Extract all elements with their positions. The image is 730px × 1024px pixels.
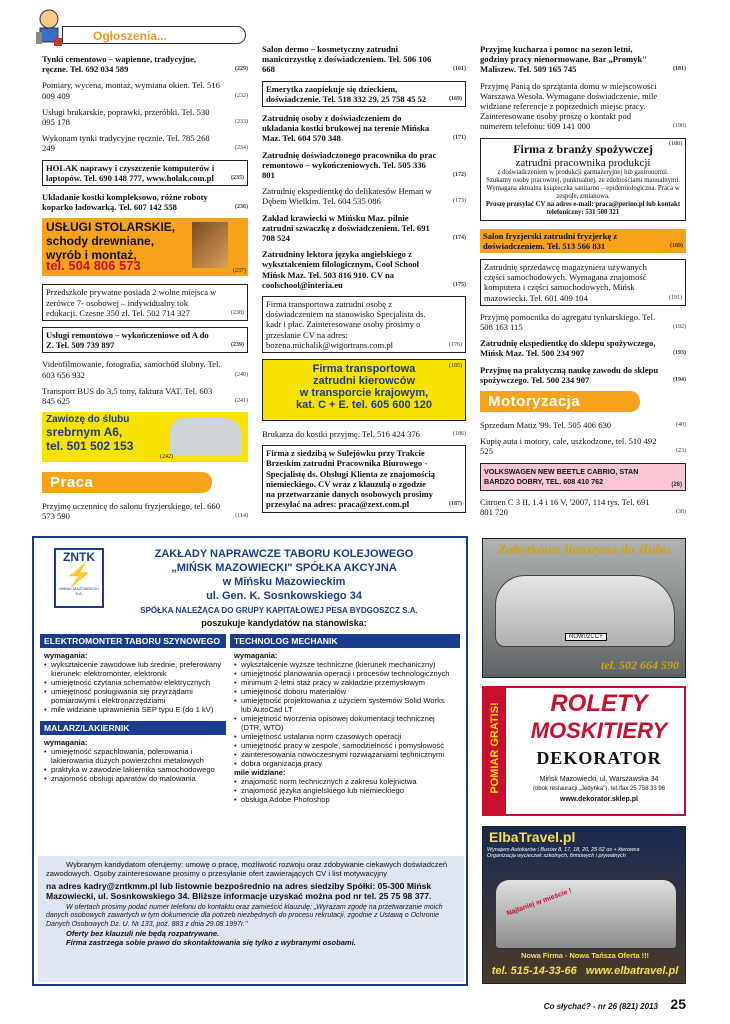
ad-text: Usługi remontowo – wykończeniowe od A do Z. Tel. 509 739 897 <box>46 330 209 351</box>
ad-item <box>42 107 248 127</box>
ad-text: Emerytka zaopiekuje się dzieckiem, doświadczenie. Tel. 518 332 29, 25 758 45 52 <box>266 83 427 104</box>
salon-ad <box>480 229 686 253</box>
ad-text: Kupię auta i motory, całe, uszkodzone, tel. 510 492 525 <box>480 436 657 457</box>
job-title: TECHNOLOG MECHANIK <box>230 634 460 648</box>
ad-text: Przyjmę na praktyczną naukę zawodu do sklepu spożywczego. Tel. 500 234 907 <box>480 364 659 385</box>
limo-plate: NOW02CCY <box>565 633 607 641</box>
ad-item <box>262 296 466 353</box>
ad-item <box>480 338 686 358</box>
requirement-item: • obsługa Adobe Photoshop <box>234 795 456 804</box>
praca-header: Praca <box>42 472 212 493</box>
ad-item <box>42 192 248 212</box>
requirement-item: • minimum 2-letni staż pracy w zakładzie przemysłowym <box>234 678 456 687</box>
ad-number: (38) <box>676 509 686 516</box>
ad-text: Zatrudnię ekspedientkę do sklepu spożywczego, Mińsk Maz. Tel. 500 234 907 <box>480 338 656 359</box>
requirement-item: • znajomość języka angielskiego lub niemieckiego <box>234 786 456 795</box>
ad-number: (187) <box>449 501 462 508</box>
ad-number: (232) <box>235 92 248 99</box>
ad-text: Salon fryzjerski zatrudni fryzjerkę z doświadczeniem. Tel. 513 566 831 <box>483 230 618 251</box>
ad-item <box>262 213 466 244</box>
ad-text: Transport BUS do 3,5 tony, faktura VAT. Tel. 603 845 625 <box>42 385 213 407</box>
ad-text: Tynki cementowo – wapienne, tradycyjne, ręczne. Tel. 692 034 589 <box>42 54 197 75</box>
ad-item <box>42 80 248 100</box>
elba-www: www.elbatravel.pl <box>585 965 679 977</box>
requirement-item: • mile widziane uprawnienia SEP typu E (do 1 kV) <box>44 705 222 714</box>
zntk-subheading: SPÓŁKA NALEŻĄCA DO GRUPY KAPITAŁOWEJ PESA BYDGOSZCZ S.A. <box>140 606 418 615</box>
ad-text: Zatrudnię doświadczonego pracownika do prac remontowo – wykończeniowych. Tel. 505 336 801 <box>262 149 437 181</box>
req-label: mile widziane: <box>234 768 286 777</box>
wedding-car-ad <box>42 412 248 462</box>
ad-text: Układanie kostki kompleksowo, różne roboty koparko ładowarką. Tel. 607 142 558 <box>42 192 208 213</box>
ad-number: (189) <box>670 242 683 249</box>
requirement-item: • umiejętność pracy w zespole, samodzielność i pomysłowość <box>234 741 456 750</box>
ad-item <box>480 312 686 332</box>
limo-ad <box>482 538 686 678</box>
ad-number: (185) <box>449 363 462 370</box>
rolety-ad <box>482 686 686 816</box>
ad-item <box>262 249 466 290</box>
vw-ad <box>480 463 686 491</box>
ad-number: (171) <box>453 135 466 142</box>
requirement-item: • wykształcenie zawodowe lub średnie, preferowany kierunek: elektromonter, elektronik <box>44 660 222 678</box>
ad-number: (233) <box>235 119 248 126</box>
ad-text: Usługi brukarskie, poprawki, przeróbki. Tel. 530 095 178 <box>42 106 210 128</box>
ad-text: Przedszkole prywatne posiada 2 wolne miejsca w zerówce 7- osobowej – indywidualny tok edukacji. Czesne 350 zł. Tel. 502 714 327 <box>46 287 217 318</box>
ad-number: (26) <box>671 481 682 488</box>
footer-issue: Co słychać? - nr 26 (821) 2013 <box>543 1002 658 1011</box>
ad-item <box>480 44 686 75</box>
req-label: wymagania: <box>234 651 278 660</box>
stolarskie-ad <box>42 218 248 276</box>
firma-contact: Proszę przesyłać CV na adres e-mail: praca@perino.pl lub kontakt telefoniczny: 531 500 321 <box>485 200 681 216</box>
ad-number: (236) <box>235 204 248 211</box>
ad-item <box>42 160 248 186</box>
ad-number: (237) <box>233 268 246 275</box>
zntk-bolt-icon: ⚡ <box>65 562 93 587</box>
requirement-item: • wykształcenie wyższe techniczne (kierunek mechaniczny) <box>234 660 456 669</box>
stolarskie-line: wyrób i montaż, <box>46 248 137 263</box>
zntk-logo-sub: MIŃSK MAZOWIECKI S.A. <box>59 586 99 596</box>
requirement-item: • umiejętność projektowania z użyciem systemów Solid Works lub AutoCad LT <box>234 696 456 714</box>
ad-number: (238) <box>231 309 244 316</box>
ad-text: Videofilmowanie, fotografia, samochód ślubny. Tel. 603 656 932 <box>42 359 221 380</box>
transport-line: w transporcie krajowym, <box>299 387 429 400</box>
elba-contact <box>483 965 686 977</box>
ad-number: (23) <box>676 448 686 455</box>
zntk-clause: W ofertach prosimy podać numer telefonu do kontaktu oraz zamieścić klauzulę: „Wyrażam zgodę na przetwarzanie moich danych osobowych zawartych w tym dokumencie dla potrzeb niezbędnych do procesu rekrutacji, zgodnie z Ustawą o Ochronie Danych Osobowych Dz. U. Nr 133, poz. 883 z dnia 29.08.1997r." <box>46 904 443 928</box>
requirement-item: • znajomość norm technicznych z zakresu kolejnictwa <box>234 777 456 786</box>
requirement-item: • zainteresowania nowoczesnymi rozwiązaniami technicznymi <box>234 750 456 759</box>
ad-item <box>480 365 686 385</box>
firma-title: Firma z branży spożywczej <box>513 141 653 156</box>
wedding-line: Zawiozę do ślubu <box>46 414 130 426</box>
zntk-note: Firma zastrzega sobie prawo do skontaktowania się tylko z wybranymi osobami. <box>66 938 356 948</box>
ad-item <box>42 386 248 406</box>
ad-text: Pomiary, wycena, montaż, wymiana okien. Tel. 516 009 409 <box>42 80 220 101</box>
ad-text: Zakład krawiecki w Mińsku Maz. pilnie zatrudni szwaczkę z doświadczeniem. Tel. 691 708 524 <box>262 212 430 244</box>
ad-number: (229) <box>235 66 248 73</box>
stolarskie-phone: tel. 504 806 573 <box>46 258 141 274</box>
ad-text: Przyjmę uczennicę do salonu fryzjerskiego, tel. 660 573 590 <box>42 501 221 522</box>
stolarskie-title: USŁUGI STOLARSKIE, <box>46 220 176 235</box>
ad-text: Zatrudnię sprzedawcę magazyniera używanych części samochodowych. Wymagana znajomość komputera i części samochodowych, Mińsk mazowiecki. Tel. 601 409 104 <box>484 262 647 303</box>
rolety-title: ROLETY <box>550 690 648 717</box>
ad-number: (234) <box>235 145 248 152</box>
transport-line: Firma transportowa <box>312 363 416 376</box>
zntk-ad <box>32 536 468 986</box>
zntk-footer <box>38 856 464 982</box>
ad-number: (186) <box>453 431 466 438</box>
ad-number: (193) <box>673 350 686 357</box>
ad-item <box>42 54 248 74</box>
header-mascot-icon <box>34 8 64 48</box>
zntk-address: na adres kadry@zntkmm.pl lub listownie bezpośrednio na adres siedziby Spółki: 05-300 Mińsk Mazowiecki, ul. Sosnkowskiego 34. Bliższe informacje uzyskać można pod nr tel. 25 75 98 377. <box>46 881 432 901</box>
job-title: MALARZ/LAKIERNIK <box>40 721 226 735</box>
transport-line: zatrudni kierowców <box>312 375 416 388</box>
ad-number: (161) <box>453 66 466 73</box>
ad-item <box>42 327 248 353</box>
citroen-ad <box>480 497 686 517</box>
ad-number: (240) <box>235 371 248 378</box>
zntk-heading: „MIŃSK MAZOWIECKI" SPÓŁKA AKCYJNA <box>171 562 397 574</box>
ad-text: Przyjmę Panią do sprzątania domu w miejscowości Warszawa Wesoła. Wymagane doświadczenie, mile widziane referencje z poprzednich miejsc pracy. Zainteresowane osoby proszę o kontakt pod numerem telefonu: 609 141 000 <box>480 80 658 132</box>
ad-number: (181) <box>673 66 686 73</box>
requirement-item: • dobra organizacja pracy <box>234 759 456 768</box>
zntk-subheading: poszukuje kandydatów na stanowiska: <box>201 618 367 628</box>
limo-title: Zabytkowa limuzyna do ślubu <box>497 543 671 558</box>
ad-item <box>262 44 466 75</box>
zntk-logo-text: ZNTK <box>63 550 95 564</box>
ad-number: (235) <box>231 174 244 181</box>
elba-line: Wynajem Autokarów i Busów 8, 17, 18, 20, 25-52 os + kierowca <box>487 847 640 853</box>
ad-number: (174) <box>453 235 466 242</box>
rolety-title: MOSKITIERY <box>530 718 668 743</box>
ad-text: Przyjmę pomocnika do agregatu tynkarskiego. Tel. 508 163 115 <box>480 311 656 333</box>
ad-text: Sprzedam Matiz '99. Tel. 505 406 630 <box>480 420 612 431</box>
zntk-heading: ZAKŁADY NAPRAWCZE TABORU KOLEJOWEGO <box>154 548 414 560</box>
ad-text: Zatrudnię ekspedientkę do delikatesów Heman w Dębem Wielkim. Tel. 604 535 086 <box>262 186 432 207</box>
ad-number: (242) <box>160 454 173 461</box>
ad-number: (175) <box>453 281 466 288</box>
job-title: ELEKTROMONTER TABORU SZYNOWEGO <box>40 634 226 648</box>
ad-number: (169) <box>449 95 462 102</box>
bus-image <box>495 879 677 949</box>
ad-number: (190) <box>673 123 686 130</box>
transport-phone: kat. C + E. tel. 605 600 120 <box>295 399 433 412</box>
ad-number: (239) <box>231 342 244 349</box>
requirement-item: • umiejętność ustalania norm czasowych operacji <box>234 732 456 741</box>
elba-line: Organizacja wycieczek szkolnych, firmowych i prywatnych <box>487 853 626 859</box>
zntk-heading: ul. Gen. K. Sosnkowskiego 34 <box>206 590 362 602</box>
ad-item <box>262 186 466 206</box>
ad-number: (191) <box>669 294 682 301</box>
ad-number: (172) <box>453 172 466 179</box>
ad-item <box>262 150 466 181</box>
elba-phone: tel. 515-14-33-66 <box>491 965 577 977</box>
ad-number: (241) <box>235 398 248 405</box>
ad-item <box>480 81 686 132</box>
ad-item <box>262 445 466 512</box>
ad-item <box>42 359 248 379</box>
ad-item <box>262 429 466 439</box>
ad-item <box>480 259 686 306</box>
ad-number: (176) <box>449 341 462 348</box>
requirement-item: • umiejętność doboru materiałów <box>234 687 456 696</box>
stairs-image <box>192 222 228 268</box>
column-1 <box>42 54 248 528</box>
ad-item <box>262 81 466 107</box>
footer <box>470 996 686 1014</box>
ad-number: (194) <box>673 376 686 383</box>
firma-spozywcza-ad <box>480 138 686 221</box>
zntk-right-col <box>230 634 460 807</box>
req-label: wymagania: <box>44 738 88 747</box>
rolety-address: (obok restauracji „Jedynka"), tel./fax 25 758 33 96 <box>532 786 666 792</box>
zntk-heading: w Mińsku Mazowieckim <box>222 576 346 588</box>
ad-text: Firma transportowa zatrudni osobę z doświadczeniem na stanowisko Specjalista ds. kadr i płac. Zainteresowane osoby prosimy o przesłanie CV na adres: bozena.michalik@wigortrans.com.pl <box>266 299 426 350</box>
column-3 <box>480 44 686 523</box>
page-number: 25 <box>670 996 686 1012</box>
ad-text: Przyjmę kucharza i pomoc na sezon letni, godziny pracy nienormowane. Bar „Promyk" Maliszew. Tel. 509 165 745 <box>480 44 648 75</box>
ad-text: Salon dermo – kosmetyczny zatrudni manicurzystkę z doświadczeniem. Tel. 506 106 668 <box>262 44 432 75</box>
section-title: Ogłoszenia... <box>93 29 168 43</box>
zntk-offer: Wybranym kandydatom oferujemy: umowę o pracę, możliwość rozwoju oraz zdobywanie ciekawych doświadczeń zawodowych. Osoby zainteresowane prosimy o przesyłanie ofert zawierających CV i list motywacyjny <box>46 860 448 878</box>
bus-text: Najtaniej w mieście ! <box>505 887 573 918</box>
ad-number: (114) <box>235 513 248 520</box>
ad-text: Brukarza do kostki przyjmę. Tel. 516 424 376 <box>262 429 420 440</box>
ad-number: (192) <box>673 324 686 331</box>
elba-ad <box>482 826 686 984</box>
ad-number: (40) <box>676 422 686 429</box>
rolety-www: www.dekorator.sklep.pl <box>560 796 638 803</box>
section-header-ogloszenia <box>62 26 246 44</box>
ad-text: Citroen C 3 II, 1.4 i 16 V, '2007, 114 tys. Tel. 691 801 720 <box>480 497 650 518</box>
ad-item <box>480 436 686 456</box>
ad-item <box>480 420 686 430</box>
firma-body: z doświadczeniem w produkcji garmażeryjnej lub gastronomii. Szukamy osoby pracowitej, punktualnej, ze zdolnościami manualnymi. Wymagana aktualna książeczka sanitarno – epidemiologiczna. Praca w zespole, zmianowa. <box>486 168 680 200</box>
firma-subtitle: zatrudni pracownika produkcji <box>515 156 651 169</box>
ad-item <box>42 133 248 153</box>
ad-text: VOLKSWAGEN NEW BEETLE CABRIO, STAN BARDZO DOBRY, TEL. 608 410 762 <box>484 466 639 486</box>
car-image <box>170 418 242 456</box>
requirement-item: • praktyka w zawodzie lakiernika samochodowego <box>44 765 222 774</box>
limo-phone: tel. 502 664 590 <box>601 658 679 672</box>
wedding-line: srebrnym A6, <box>46 425 123 440</box>
zntk-left-col <box>40 634 226 786</box>
ad-item <box>42 501 248 521</box>
requirement-item: • umiejętność szpachlowania, polerowania i lakierowania dużych powierzchni metalowych <box>44 747 222 765</box>
dekorator-brand: DEKORATOR <box>536 748 662 768</box>
ad-text: Wykonam tynki tradycyjne ręcznie. Tel. 785 268 249 <box>42 133 210 154</box>
ad-item <box>42 284 248 321</box>
ad-text: Firma z siedzibą w Sulejówku przy Trakcie Brzeskim zatrudni Pracownika Biurowego - Specjalistę ds. Obsługi Klienta ze znajomością niemieckiego. CV wraz z klauzulą o zgodzie na przetwarzanie danych osobowych prosimy przesyłać na adres: praca@zext.com.pl <box>266 448 436 510</box>
requirement-item: • umiejętność tworzenia opisowej dokumentacji technicznej (DTR, WTO) <box>234 714 456 732</box>
pomiar-gratis-banner <box>484 688 506 814</box>
ad-number: (173) <box>453 198 466 205</box>
rolety-address: Mińsk Mazowiecki, ul. Warszawska 34 <box>539 776 659 783</box>
pomiar-gratis-text: POMIAR GRATIS! <box>489 702 501 794</box>
req-label: wymagania: <box>44 651 88 660</box>
ad-text: HOLAK naprawy i czyszczenie komputerów i laptopów. Tel. 690 148 777, www.holak.com.pl <box>46 162 215 183</box>
ad-number: (188) <box>669 140 682 147</box>
zntk-logo <box>54 548 104 608</box>
ad-text: Zatrudnię osoby z doświadczeniem do układania kostki brukowej na terenie Mińska Maz. Tel. 604 570 348 <box>262 113 430 144</box>
ad-text: Zatrudniny lektora języka angielskiego z wykształceniem filologicznym, Cool School Mińsk Maz. Tel. 503 816 910. CV na coolschool@interia.eu <box>262 249 420 290</box>
zntk-note: Oferty bez klauzuli nie będą rozpatrywane. <box>66 929 220 939</box>
requirement-item: • znajomość obsługi aparatów do malowania <box>44 774 222 783</box>
transport-ad <box>262 359 466 421</box>
requirement-item: • umiejętność posługiwania się przyrządami pomiarowymi i elektronarzędziami <box>44 687 222 705</box>
column-2 <box>262 44 466 519</box>
wedding-phone: tel. 501 502 153 <box>46 439 134 454</box>
elba-title: ElbaTravel.pl <box>489 829 576 845</box>
elba-slogan: Nowa Firma - Nowa Tańsza Oferta !!! <box>521 951 649 960</box>
stolarskie-line: schody drewniane, <box>46 234 155 249</box>
requirement-item: • umiejętność planowania operacji i procesów technologicznych <box>234 669 456 678</box>
ad-item <box>262 113 466 144</box>
requirement-item: • umiejętność czytania schematów elektrycznych <box>44 678 222 687</box>
motoryzacja-header: Motoryzacja <box>480 391 640 412</box>
